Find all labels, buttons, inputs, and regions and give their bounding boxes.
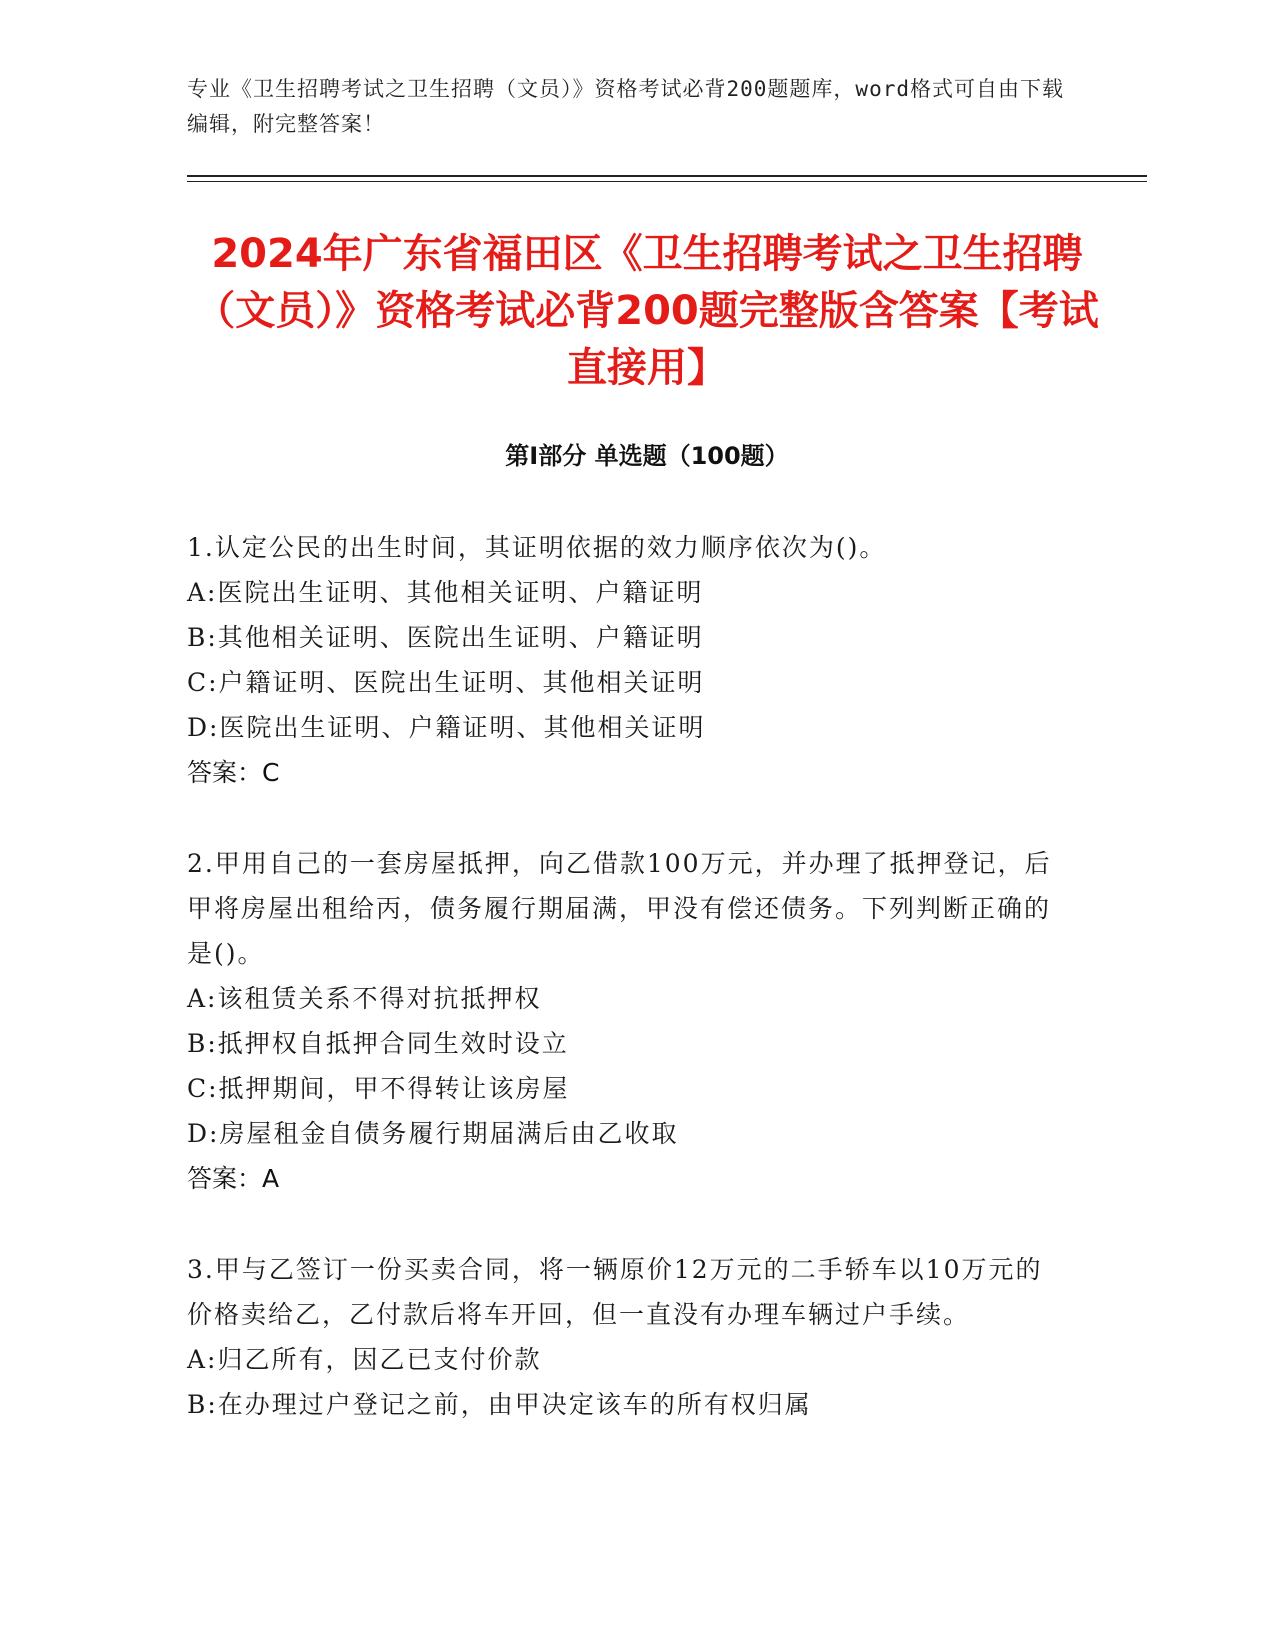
option-c: C:抵押期间，甲不得转让该房屋	[187, 1074, 570, 1103]
option-b: B:抵押权自抵押合同生效时设立	[187, 1029, 569, 1058]
header-divider-thick	[187, 175, 1147, 177]
header-note: 专业《卫生招聘考试之卫生招聘（文员）》资格考试必背200题题库，word格式可自由下载编辑，附完整答案！	[187, 77, 1064, 136]
option-a: A:该租赁关系不得对抗抵押权	[187, 984, 542, 1013]
answer-label: 答案：A	[187, 1164, 280, 1193]
section-title: 第Ⅰ部分 单选题（100题）	[505, 442, 789, 470]
answer-label: 答案：C	[187, 758, 280, 787]
question-stem: 2.甲用自己的一套房屋抵押，向乙借款100万元，并办理了抵押登记，后甲将房屋出租给丙，债务履行期届满，甲没有偿还债务。下列判断正确的是()。	[187, 849, 1052, 968]
question-stem: 3.甲与乙签订一份买卖合同，将一辆原价12万元的二手轿车以10万元的价格卖给乙，乙付款后将车开回，但一直没有办理车辆过户手续。	[187, 1255, 1043, 1329]
option-a: A:医院出生证明、其他相关证明、户籍证明	[187, 578, 704, 607]
question-item	[187, 525, 1067, 795]
header-divider-thin	[187, 181, 1147, 182]
option-d: D:医院出生证明、户籍证明、其他相关证明	[187, 713, 706, 742]
question-list	[187, 525, 1067, 1473]
question-stem: 1.认定公民的出生时间，其证明依据的效力顺序依次为()。	[187, 533, 887, 562]
option-b: B:其他相关证明、医院出生证明、户籍证明	[187, 623, 704, 652]
option-d: D:房屋租金自债务履行期届满后由乙收取	[187, 1119, 679, 1148]
option-c: C:户籍证明、医院出生证明、其他相关证明	[187, 668, 705, 697]
option-b: B:在办理过户登记之前，由甲决定该车的所有权归属	[187, 1390, 812, 1419]
question-item	[187, 841, 1067, 1201]
question-item	[187, 1247, 1067, 1427]
option-a: A:归乙所有，因乙已支付价款	[187, 1345, 542, 1374]
document-title: 2024年广东省福田区《卫生招聘考试之卫生招聘（文员）》资格考试必背200题完整版含答案【考试直接用】	[195, 231, 1099, 391]
